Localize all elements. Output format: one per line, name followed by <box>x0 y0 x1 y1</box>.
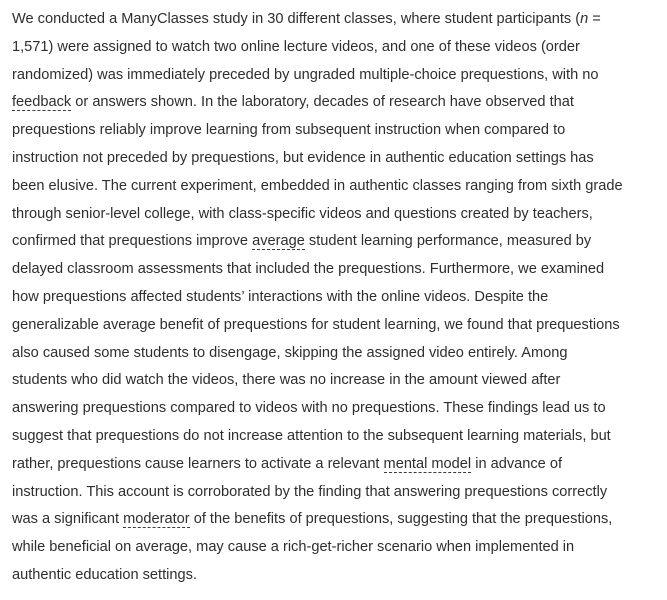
text-line <box>12 228 660 256</box>
text-segment: = <box>588 11 601 27</box>
text-line: delayed classroom assessments that included the prequestions. Furthermore, we examined <box>12 261 605 278</box>
text-line: suggest that prequestions do not increase attention to the subsequent learning materials, but <box>12 427 611 444</box>
text-line <box>12 6 660 34</box>
glossary-term-feedback[interactable]: feedback <box>12 94 72 111</box>
text-segment: confirmed that prequestions improve <box>12 233 253 250</box>
text-line: prequestions reliably improve learning from subsequent instruction when compared to <box>12 122 566 139</box>
text-line: instruction. This account is corroborated by the finding that answering prequestions correctly <box>12 483 608 500</box>
text-segment: was a significant <box>12 511 124 528</box>
text-line: 1,571) were assigned to watch two online lecture videos, and one of these videos (order <box>12 38 580 55</box>
text-segment: of the benefits of prequestions, suggesting that the prequestions, <box>189 511 613 528</box>
text-segment: rather, prequestions cause learners to activate a relevant <box>12 455 384 472</box>
text-line <box>12 506 660 534</box>
text-line: while beneficial on average, may cause a rich-get-richer scenario when implemented in <box>12 539 575 556</box>
glossary-term-average[interactable]: average <box>252 233 305 250</box>
text-line: how prequestions affected students’ interactions with the online videos. Despite the <box>12 288 549 305</box>
text-line: instruction not preceded by prequestions, but evidence in authentic education settings has <box>12 149 594 166</box>
text-segment: student learning performance, measured by <box>304 233 592 250</box>
text-line: been elusive. The current experiment, embedded in authentic classes ranging from sixth grade <box>12 177 623 194</box>
text-line: randomized) was immediately preceded by ungraded multiple-choice prequestions, with no <box>12 66 599 83</box>
text-line: generalizable average benefit of prequestions for student learning, we found that prequestions <box>12 316 620 333</box>
text-segment: We conducted a ManyClasses study in 30 different classes, where student participants ( <box>12 11 581 27</box>
text-line <box>12 451 660 479</box>
text-line: answering prequestions compared to videos with no prequestions. These findings lead us to <box>12 400 606 417</box>
glossary-term-moderator[interactable]: moderator <box>123 511 190 528</box>
n-symbol: n <box>580 11 589 27</box>
text-line: through senior-level college, with class-specific videos and questions created by teachers, <box>12 205 593 222</box>
text-line: students who did watch the videos, there was no increase in the amount viewed after <box>12 372 561 389</box>
text-segment: or answers shown. In the laboratory, decades of research have observed that <box>71 94 574 111</box>
text-line <box>12 89 660 117</box>
glossary-term-mental-model[interactable]: mental model <box>383 455 472 472</box>
text-line: also caused some students to disengage, skipping the assigned video entirely. Among <box>12 344 568 361</box>
text-segment: in advance of <box>471 455 563 472</box>
text-line: authentic education settings. <box>12 566 197 583</box>
